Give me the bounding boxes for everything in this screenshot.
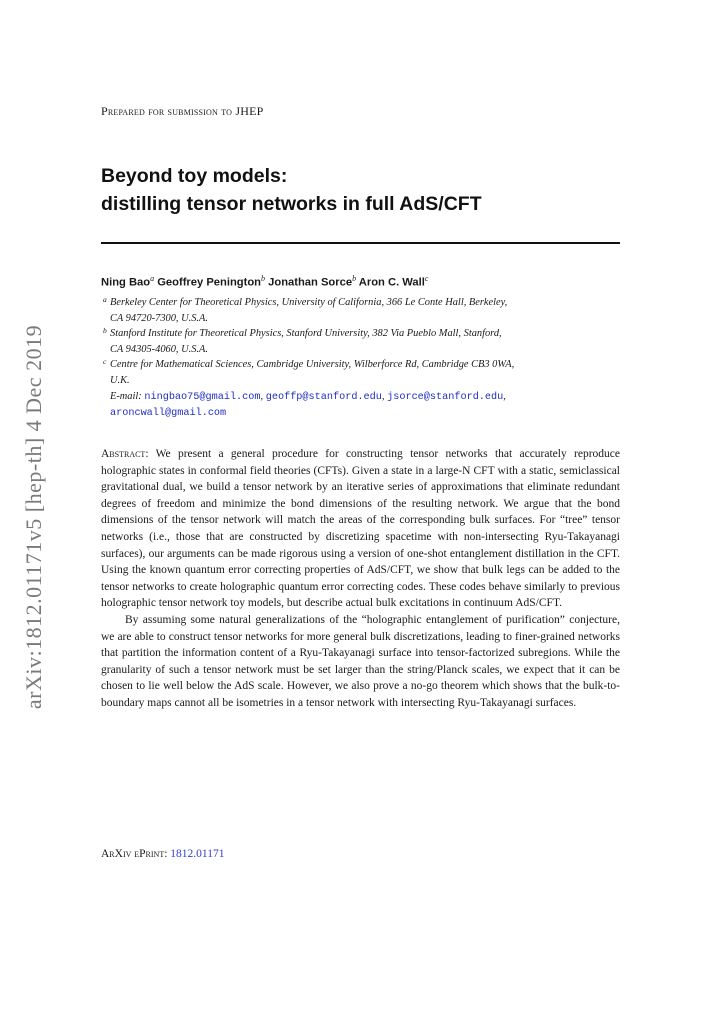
affiliation-c — [101, 357, 623, 388]
email-line: E-mail: ningbao75@gmail.com, geoffp@stanford.edu, jsorce@stanford.edu, — [110, 390, 506, 403]
affiliation-line: U.K. — [110, 374, 130, 386]
email-label: E-mail: — [110, 390, 142, 402]
eprint-link[interactable]: 1812.01171 — [170, 848, 225, 860]
title-line-2: distilling tensor networks in full AdS/CFT — [101, 193, 482, 215]
affiliation-b — [101, 326, 623, 357]
author-affiliation-mark: b — [261, 274, 266, 283]
abstract-label: Abstract: — [101, 448, 149, 460]
abstract-paragraph-2: By assuming some natural generalizations of the “holographic entanglement of purification” conjecture, we are able to construct tensor networks for more general bulk discretizations, leading to finer-grained networks that partition the information content of a Ryu-Takayanagi surface into tensor-factorized subregions. While the granularity of such a tensor network must be set larger than the string/Planck scales, we expect that it can be chosen to lie well below the AdS scale. However, we also prove a no-go theorem which shows that the bulk-to-boundary maps cannot all be isometries in a tensor network with intersecting Ryu-Takayanagi surfaces. — [101, 613, 620, 709]
affiliation-line: CA 94305-4060, U.S.A. — [110, 343, 208, 355]
eprint-label: ArXiv ePrint: — [101, 848, 168, 860]
abstract-text-1: We present a general procedure for constructing tensor networks that accurately reproduce holographic states in conformal field theories (CFTs). Given a state in a large-N CFT with a static, semiclassical gravitational dual, we build a tensor network by an iterative series of approximations that eliminate redundant degrees of freedom and minimize the bond dimensions of the resulting network. We argue that the bond dimensions of the tensor network will match the areas of the corresponding bulk surfaces. For “tree” tensor networks (i.e., those that are constructed by discretizing spacetime with non-intersecting Ryu-Takayanagi surfaces), our arguments can be made rigorous using a version of one-shot entanglement distillation in the CFT. Using the known quantum error correcting properties of AdS/CFT, we show that bulk legs can be added to the tensor networks to create holographic quantum error correcting codes. These codes behave similarly to previous holographic tensor network toy models, but describe actual bulk excitations in continuum AdS/CFT. — [101, 448, 620, 610]
author-name: Jonathan Sorce — [268, 276, 353, 289]
affiliation-mark: a — [103, 295, 107, 304]
abstract-paragraph-1 — [101, 446, 620, 612]
affiliations — [101, 295, 623, 422]
email-link[interactable]: geoffp@stanford.edu — [265, 391, 382, 403]
affiliation-line: CA 94720-7300, U.S.A. — [110, 312, 208, 324]
author-list — [101, 274, 428, 289]
affiliation-mark: b — [103, 326, 107, 336]
email-line — [101, 405, 623, 422]
affiliation-line: Stanford Institute for Theoretical Physics, Stanford University, 382 Via Pueblo Mall, Stanford, — [110, 328, 502, 340]
arxiv-stamp-text: arXiv:1812.01171v5 [hep-th] 4 Dec 2019 — [21, 324, 46, 710]
author-name: Ning Bao — [101, 276, 151, 289]
author-affiliation-mark: b — [352, 274, 357, 283]
paper-title — [101, 162, 631, 218]
author-name: Aron C. Wall — [358, 276, 425, 289]
affiliation-a — [101, 295, 623, 326]
author-name: Geoffrey Penington — [157, 276, 262, 289]
affiliation-mark: c — [103, 357, 107, 367]
email-link[interactable]: ningbao75@gmail.com — [144, 391, 261, 403]
arxiv-eprint — [101, 848, 224, 860]
arxiv-stamp — [21, 322, 47, 712]
title-line-1: Beyond toy models: — [101, 165, 288, 187]
prepared-for-submission: Prepared for submission to JHEP — [101, 104, 264, 118]
affiliation-line: Berkeley Center for Theoretical Physics, University of California, 366 Le Conte Hall, Berkeley, — [110, 297, 508, 308]
affiliation-line: Centre for Mathematical Sciences, Cambridge University, Wilberforce Rd, Cambridge CB3 0WA, — [110, 359, 515, 371]
author-affiliation-mark: a — [150, 274, 155, 283]
email-link[interactable]: aroncwall@gmail.com — [110, 408, 227, 420]
abstract — [101, 446, 620, 712]
email-link[interactable]: jsorce@stanford.edu — [387, 391, 504, 403]
author-affiliation-mark: c — [424, 274, 429, 283]
title-rule — [101, 242, 620, 244]
